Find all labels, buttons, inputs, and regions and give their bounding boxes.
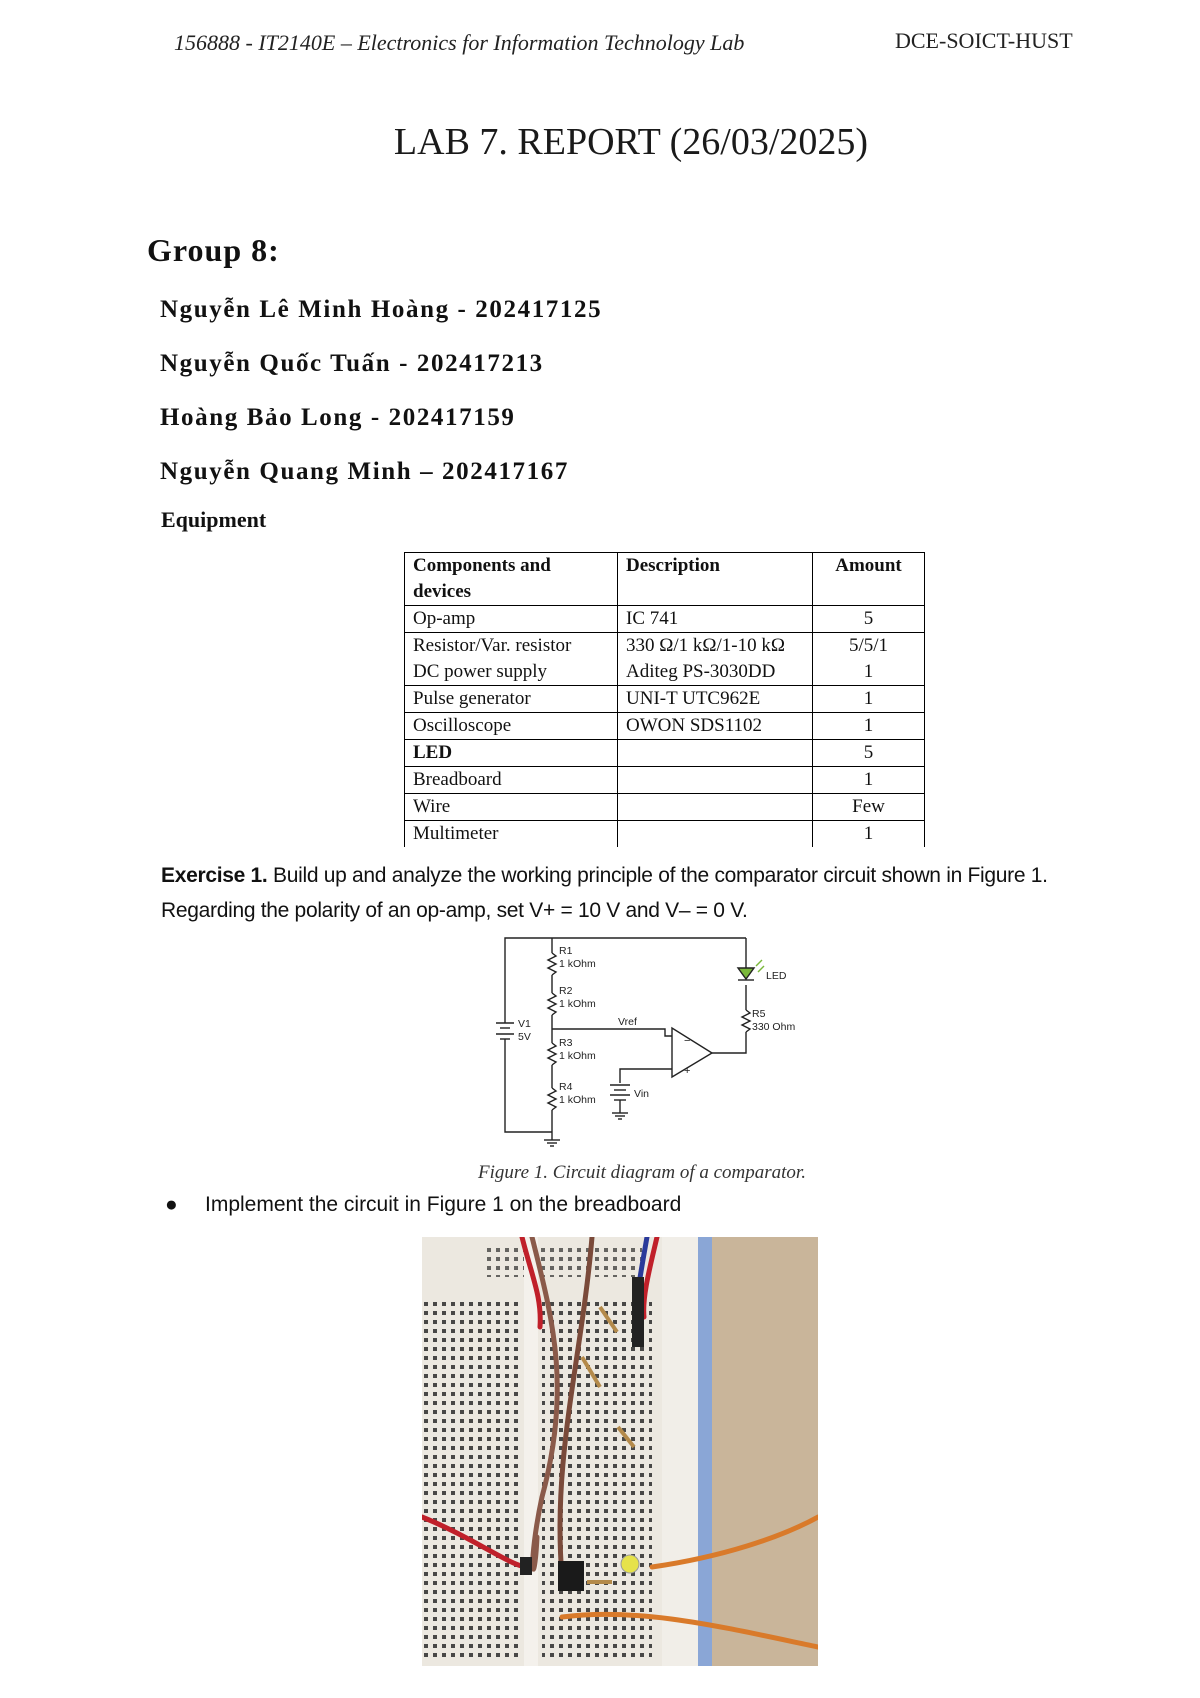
table-cell: Resistor/Var. resistor (405, 633, 618, 660)
table-header-cell: Amount (813, 553, 925, 606)
member-4: Nguyễn Quang Minh – 202417167 (160, 458, 569, 485)
table-cell: 330 Ω/1 kΩ/1-10 kΩ (618, 633, 813, 660)
r1-value: 1 kOhm (559, 958, 596, 970)
exercise-label: Exercise 1. (161, 864, 268, 887)
table-cell: Breadboard (405, 767, 618, 794)
table-cell: LED (405, 740, 618, 767)
breadboard-photo (422, 1237, 818, 1666)
r3-label: R3 (559, 1037, 573, 1049)
table-row (405, 794, 925, 821)
table-cell: 1 (813, 713, 925, 740)
header-course: 156888 - IT2140E – Electronics for Information Technology Lab (174, 30, 745, 55)
table-cell: Wire (405, 794, 618, 821)
table-cell (618, 767, 813, 794)
exercise-1 (161, 858, 1121, 928)
table-row (405, 633, 925, 660)
table-cell: DC power supply (405, 659, 618, 686)
header-institution: DCE-SOICT-HUST (895, 28, 1073, 53)
table-cell (618, 740, 813, 767)
opamp-plus: + (684, 1065, 691, 1077)
table-cell: Aditeg PS-3030DD (618, 659, 813, 686)
table-cell: Multimeter (405, 821, 618, 848)
table-row (405, 740, 925, 767)
r5-label: R5 (752, 1008, 766, 1020)
table-cell: Few (813, 794, 925, 821)
r5-value: 330 Ohm (752, 1021, 796, 1033)
table-cell (618, 821, 813, 848)
equipment-table (404, 552, 925, 847)
v1-value: 5V (518, 1031, 531, 1043)
vin-label: Vin (634, 1088, 649, 1100)
table-cell: 1 (813, 659, 925, 686)
table-cell (618, 794, 813, 821)
table-cell: Pulse generator (405, 686, 618, 713)
figure-caption: Figure 1. Circuit diagram of a comparator. (478, 1162, 806, 1183)
table-row (405, 713, 925, 740)
led-label: LED (766, 970, 787, 982)
opamp-minus: − (684, 1035, 691, 1047)
table-cell: Oscilloscope (405, 713, 618, 740)
table-row (405, 767, 925, 794)
bullet-dot: ● (165, 1193, 178, 1216)
page-title: LAB 7. REPORT (26/03/2025) (393, 121, 869, 163)
table-row (405, 606, 925, 633)
table-cell: 1 (813, 821, 925, 848)
r4-value: 1 kOhm (559, 1094, 596, 1106)
table-cell: OWON SDS1102 (618, 713, 813, 740)
table-header-cell: Description (618, 553, 813, 606)
table-row (405, 686, 925, 713)
member-1: Nguyễn Lê Minh Hoàng - 202417125 (160, 296, 603, 323)
r3-value: 1 kOhm (559, 1050, 596, 1062)
table-row (405, 821, 925, 848)
v1-label: V1 (518, 1018, 531, 1030)
member-2: Nguyễn Quốc Tuấn - 202417213 (160, 350, 544, 377)
table-cell: 5 (813, 740, 925, 767)
table-header-cell: Components and devices (405, 553, 618, 606)
table-cell: 5/5/1 (813, 633, 925, 660)
table-cell: 5 (813, 606, 925, 633)
table-cell: 1 (813, 686, 925, 713)
bullet-item (165, 1193, 681, 1217)
member-3: Hoàng Bảo Long - 202417159 (160, 404, 516, 431)
r1-label: R1 (559, 945, 573, 957)
r2-value: 1 kOhm (559, 998, 596, 1010)
r2-label: R2 (559, 985, 573, 997)
bullet-text: Implement the circuit in Figure 1 on the breadboard (205, 1193, 682, 1216)
table-header-row (405, 553, 925, 606)
vref-label: Vref (618, 1016, 637, 1028)
exercise-text: Build up and analyze the working principle of the comparator circuit shown in Figure 1. Regarding the polarity of an op-amp, set V+ = 10 V and V– = 0 V. (161, 864, 1048, 922)
table-row (405, 659, 925, 686)
group-heading: Group 8: (147, 232, 280, 268)
comparator-circuit-diagram (490, 935, 820, 1150)
table-cell: UNI-T UTC962E (618, 686, 813, 713)
table-cell: Op-amp (405, 606, 618, 633)
r4-label: R4 (559, 1081, 573, 1093)
table-cell: IC 741 (618, 606, 813, 633)
equipment-heading: Equipment (161, 507, 267, 532)
table-cell: 1 (813, 767, 925, 794)
